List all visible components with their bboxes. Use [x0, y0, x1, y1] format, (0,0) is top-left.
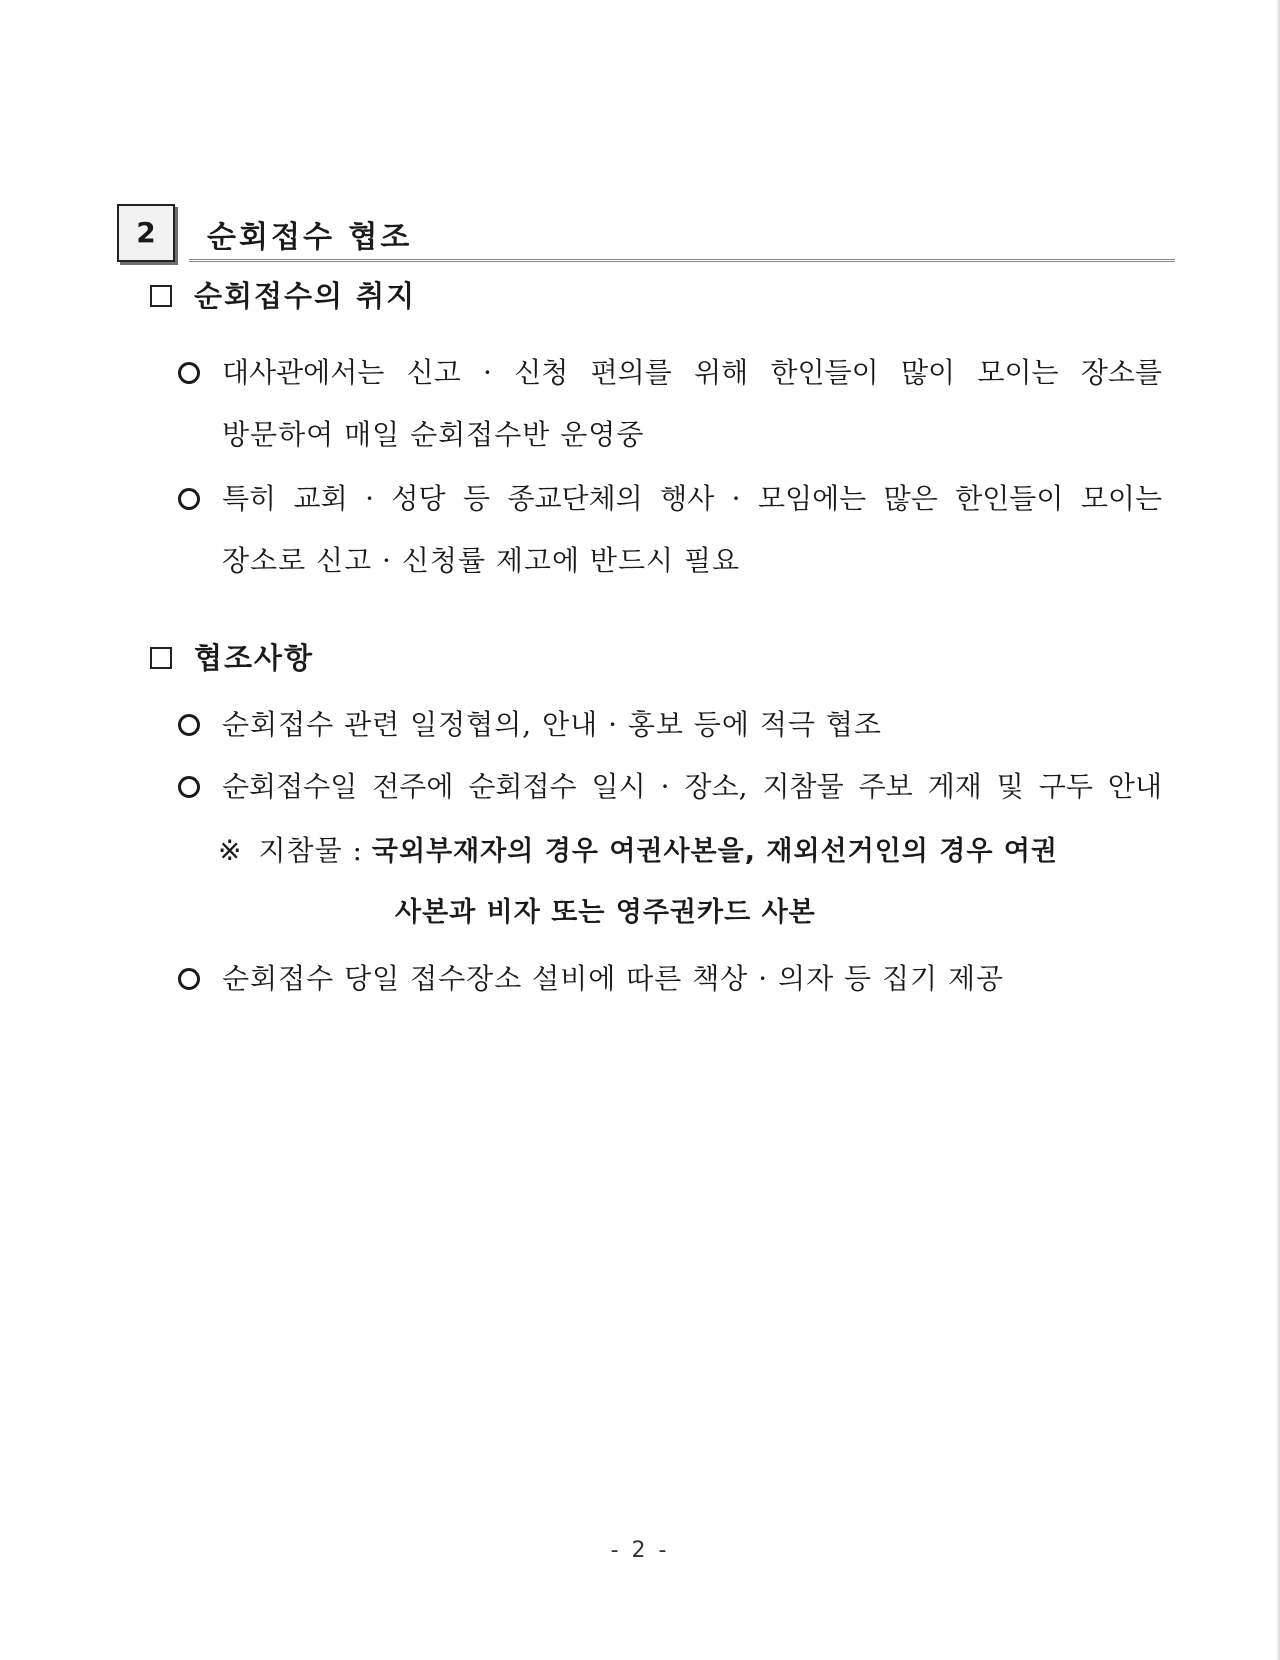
note-line	[218, 830, 1168, 873]
section-title: 순회접수 협조	[207, 220, 413, 255]
circle-bullet-icon	[178, 488, 200, 510]
block-heading-purpose	[150, 276, 1150, 320]
list-item-continuation: 방문하여 매일 순회접수반 운영중	[222, 418, 645, 451]
section-header	[117, 204, 1175, 266]
list-item-text: 순회접수 관련 일정협의, 안내 · 홍보 등에 적극 협조	[222, 708, 882, 741]
section-number-box: 2	[117, 204, 175, 262]
note-emphasis-continuation: 사본과 비자 또는 영주권카드 사본	[395, 897, 816, 928]
list-item-continuation: 장소로 신고 · 신청률 제고에 반드시 필요	[222, 544, 741, 577]
note-label: 지참물 :	[258, 834, 363, 867]
circle-bullet-icon	[178, 968, 200, 990]
block-heading-cooperation	[150, 638, 1150, 682]
square-bullet-icon	[150, 647, 172, 669]
circle-bullet-icon	[178, 362, 200, 384]
square-bullet-icon	[150, 285, 172, 307]
circle-bullet-icon	[178, 776, 200, 798]
note-emphasis: 국외부재자의 경우 여권사본을, 재외선거인의 경우 여권	[371, 836, 1059, 867]
list-item-text: 특히 교회 · 성당 등 종교단체의 행사 · 모임에는 많은 한인들이 모이는	[222, 482, 1162, 515]
list-item-text: 대사관에서는 신고 · 신청 편의를 위해 한인들이 많이 모이는 장소를	[222, 356, 1162, 389]
list-item-text: 순회접수일 전주에 순회접수 일시 · 장소, 지참물 주보 게재 및 구두 안내	[222, 770, 1162, 803]
scan-edge-shadow	[1276, 0, 1280, 1660]
reference-mark-icon: ※	[218, 834, 243, 867]
block-heading-text: 협조사항	[194, 641, 315, 675]
section-underline	[189, 259, 1175, 262]
page-number: - 2 -	[610, 1538, 670, 1563]
circle-bullet-icon	[178, 714, 200, 736]
block-heading-text: 순회접수의 취지	[194, 279, 417, 313]
list-item-text: 순회접수 당일 접수장소 설비에 따른 책상 · 의자 등 집기 제공	[222, 962, 1005, 995]
